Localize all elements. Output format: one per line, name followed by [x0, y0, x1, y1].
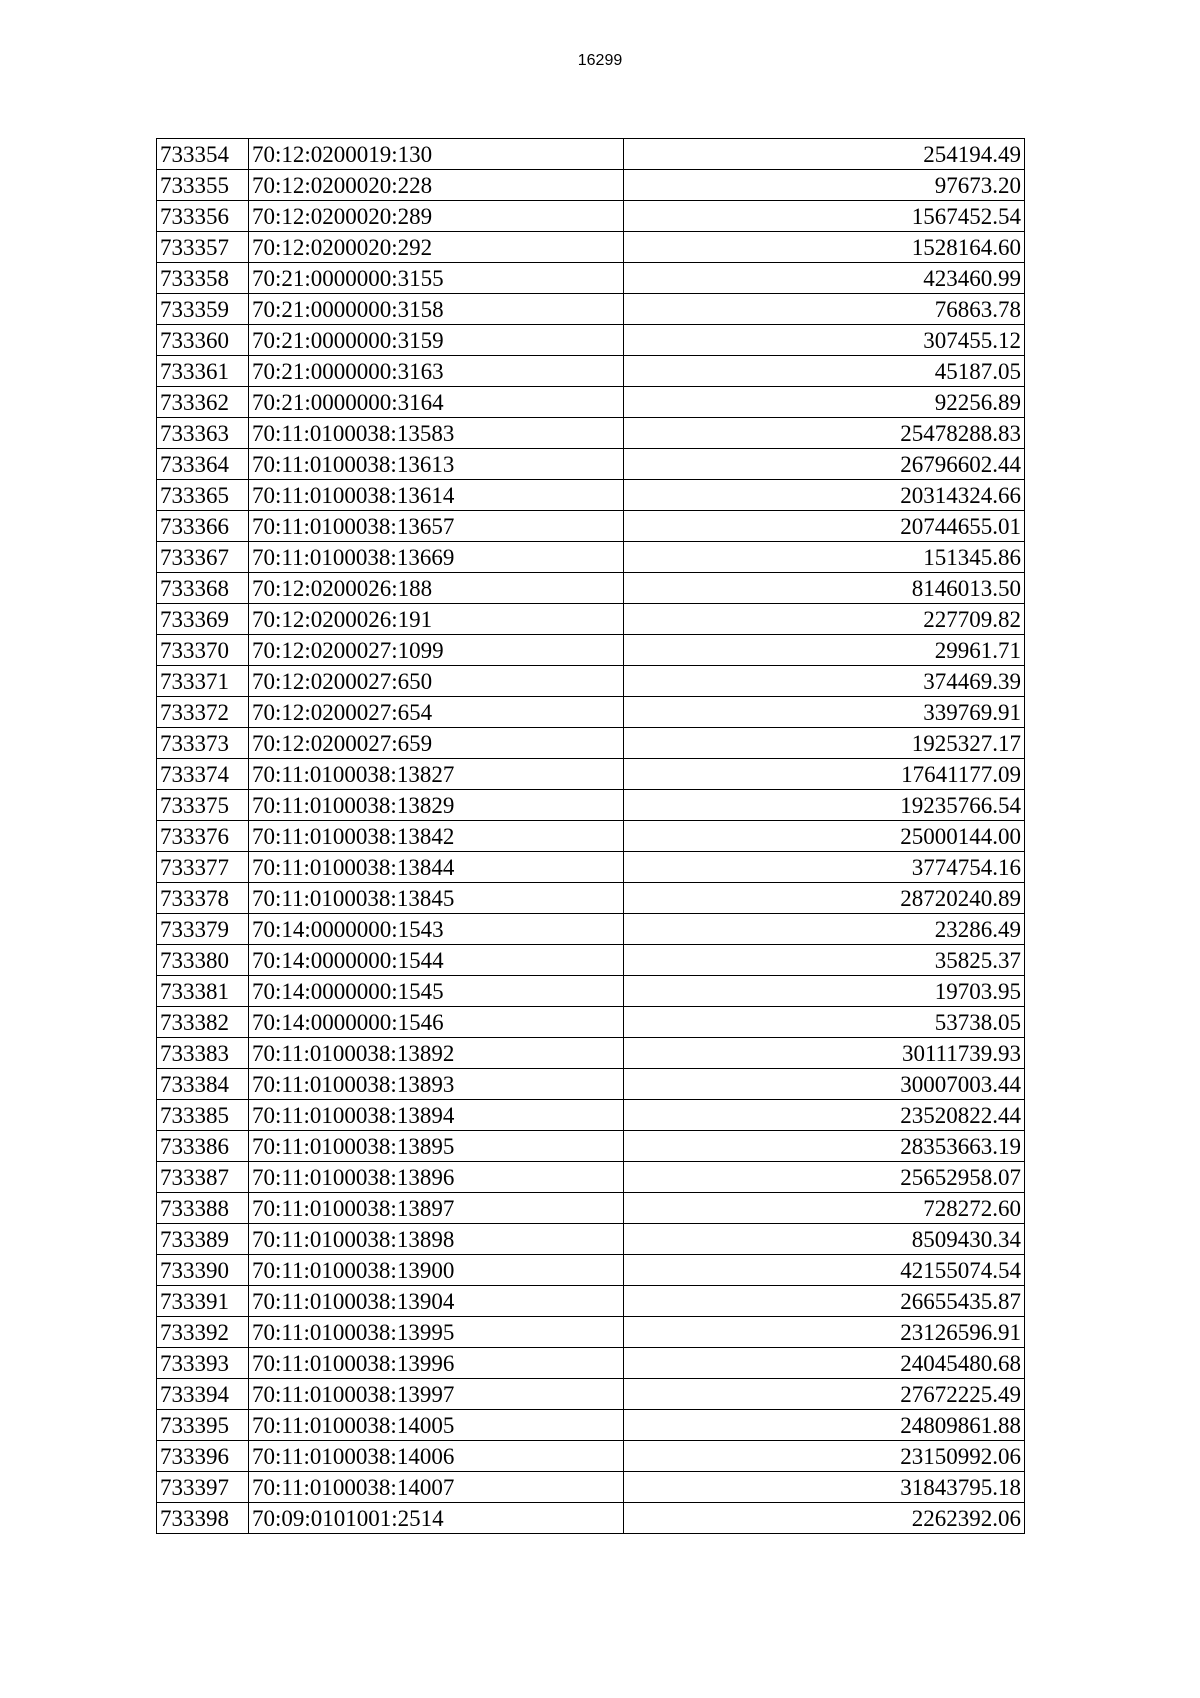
- row-number-cell: 733392: [157, 1317, 249, 1348]
- cadastral-value-cell: 30111739.93: [624, 1038, 1025, 1069]
- cadastral-value-cell: 227709.82: [624, 604, 1025, 635]
- cadastral-number-cell: 70:11:0100038:13892: [249, 1038, 624, 1069]
- table-row: [157, 1162, 1025, 1193]
- cadastral-number-cell: 70:11:0100038:13895: [249, 1131, 624, 1162]
- table-row: [157, 821, 1025, 852]
- cadastral-number-cell: 70:21:0000000:3159: [249, 325, 624, 356]
- row-number-cell: 733369: [157, 604, 249, 635]
- row-number-cell: 733364: [157, 449, 249, 480]
- cadastral-value-cell: 2262392.06: [624, 1503, 1025, 1534]
- cadastral-value-table: [156, 138, 1025, 1534]
- table-row: [157, 914, 1025, 945]
- cadastral-number-cell: 70:11:0100038:13997: [249, 1379, 624, 1410]
- cadastral-number-cell: 70:11:0100038:13829: [249, 790, 624, 821]
- cadastral-number-cell: 70:11:0100038:13844: [249, 852, 624, 883]
- cadastral-number-cell: 70:11:0100038:13897: [249, 1193, 624, 1224]
- row-number-cell: 733370: [157, 635, 249, 666]
- row-number-cell: 733366: [157, 511, 249, 542]
- table-row: [157, 542, 1025, 573]
- cadastral-number-cell: 70:12:0200026:188: [249, 573, 624, 604]
- table-row: [157, 418, 1025, 449]
- cadastral-value-cell: 24809861.88: [624, 1410, 1025, 1441]
- cadastral-value-cell: 19703.95: [624, 976, 1025, 1007]
- cadastral-number-cell: 70:09:0101001:2514: [249, 1503, 624, 1534]
- cadastral-value-cell: 35825.37: [624, 945, 1025, 976]
- table-body: [157, 139, 1025, 1534]
- table-row: [157, 1069, 1025, 1100]
- table-row: [157, 1131, 1025, 1162]
- row-number-cell: 733394: [157, 1379, 249, 1410]
- cadastral-value-cell: 23126596.91: [624, 1317, 1025, 1348]
- row-number-cell: 733358: [157, 263, 249, 294]
- cadastral-number-cell: 70:21:0000000:3155: [249, 263, 624, 294]
- table-row: [157, 387, 1025, 418]
- cadastral-number-cell: 70:11:0100038:13893: [249, 1069, 624, 1100]
- table-row: [157, 1441, 1025, 1472]
- cadastral-value-cell: 24045480.68: [624, 1348, 1025, 1379]
- cadastral-number-cell: 70:11:0100038:13894: [249, 1100, 624, 1131]
- table-row: [157, 945, 1025, 976]
- row-number-cell: 733376: [157, 821, 249, 852]
- cadastral-value-cell: 307455.12: [624, 325, 1025, 356]
- cadastral-value-cell: 30007003.44: [624, 1069, 1025, 1100]
- row-number-cell: 733385: [157, 1100, 249, 1131]
- cadastral-number-cell: 70:12:0200020:292: [249, 232, 624, 263]
- cadastral-number-cell: 70:11:0100038:14007: [249, 1472, 624, 1503]
- table-row: [157, 1472, 1025, 1503]
- table-row: [157, 635, 1025, 666]
- table-row: [157, 604, 1025, 635]
- table-row: [157, 1410, 1025, 1441]
- cadastral-value-cell: 42155074.54: [624, 1255, 1025, 1286]
- table-row: [157, 790, 1025, 821]
- table-row: [157, 201, 1025, 232]
- row-number-cell: 733380: [157, 945, 249, 976]
- row-number-cell: 733357: [157, 232, 249, 263]
- cadastral-number-cell: 70:12:0200027:650: [249, 666, 624, 697]
- row-number-cell: 733381: [157, 976, 249, 1007]
- cadastral-number-cell: 70:21:0000000:3164: [249, 387, 624, 418]
- cadastral-number-cell: 70:11:0100038:13900: [249, 1255, 624, 1286]
- cadastral-value-cell: 28720240.89: [624, 883, 1025, 914]
- row-number-cell: 733396: [157, 1441, 249, 1472]
- cadastral-value-cell: 92256.89: [624, 387, 1025, 418]
- row-number-cell: 733393: [157, 1348, 249, 1379]
- row-number-cell: 733388: [157, 1193, 249, 1224]
- row-number-cell: 733365: [157, 480, 249, 511]
- row-number-cell: 733373: [157, 728, 249, 759]
- cadastral-value-cell: 31843795.18: [624, 1472, 1025, 1503]
- cadastral-value-cell: 254194.49: [624, 139, 1025, 170]
- table-row: [157, 976, 1025, 1007]
- cadastral-value-cell: 53738.05: [624, 1007, 1025, 1038]
- cadastral-value-cell: 23286.49: [624, 914, 1025, 945]
- row-number-cell: 733386: [157, 1131, 249, 1162]
- table-row: [157, 449, 1025, 480]
- cadastral-number-cell: 70:11:0100038:13657: [249, 511, 624, 542]
- cadastral-value-cell: 423460.99: [624, 263, 1025, 294]
- cadastral-value-cell: 26655435.87: [624, 1286, 1025, 1317]
- cadastral-number-cell: 70:11:0100038:14006: [249, 1441, 624, 1472]
- cadastral-value-cell: 8509430.34: [624, 1224, 1025, 1255]
- cadastral-value-cell: 374469.39: [624, 666, 1025, 697]
- page-number: 16299: [577, 52, 623, 69]
- table-row: [157, 759, 1025, 790]
- row-number-cell: 733391: [157, 1286, 249, 1317]
- cadastral-number-cell: 70:11:0100038:13896: [249, 1162, 624, 1193]
- cadastral-number-cell: 70:11:0100038:14005: [249, 1410, 624, 1441]
- cadastral-number-cell: 70:11:0100038:13898: [249, 1224, 624, 1255]
- row-number-cell: 733377: [157, 852, 249, 883]
- cadastral-value-cell: 23150992.06: [624, 1441, 1025, 1472]
- row-number-cell: 733395: [157, 1410, 249, 1441]
- cadastral-number-cell: 70:12:0200027:654: [249, 697, 624, 728]
- cadastral-value-cell: 26796602.44: [624, 449, 1025, 480]
- table-row: [157, 1503, 1025, 1534]
- cadastral-number-cell: 70:14:0000000:1545: [249, 976, 624, 1007]
- table-row: [157, 263, 1025, 294]
- table-row: [157, 1286, 1025, 1317]
- table-row: [157, 1255, 1025, 1286]
- cadastral-number-cell: 70:11:0100038:13583: [249, 418, 624, 449]
- cadastral-value-cell: 25478288.83: [624, 418, 1025, 449]
- table-row: [157, 1317, 1025, 1348]
- row-number-cell: 733354: [157, 139, 249, 170]
- row-number-cell: 733360: [157, 325, 249, 356]
- cadastral-value-cell: 19235766.54: [624, 790, 1025, 821]
- table-row: [157, 573, 1025, 604]
- cadastral-number-cell: 70:14:0000000:1544: [249, 945, 624, 976]
- cadastral-number-cell: 70:11:0100038:13827: [249, 759, 624, 790]
- cadastral-number-cell: 70:11:0100038:13842: [249, 821, 624, 852]
- cadastral-number-cell: 70:12:0200027:659: [249, 728, 624, 759]
- table-row: [157, 356, 1025, 387]
- table-row: [157, 1348, 1025, 1379]
- row-number-cell: 733397: [157, 1472, 249, 1503]
- table-row: [157, 294, 1025, 325]
- cadastral-value-cell: 45187.05: [624, 356, 1025, 387]
- row-number-cell: 733383: [157, 1038, 249, 1069]
- row-number-cell: 733368: [157, 573, 249, 604]
- table-row: [157, 1224, 1025, 1255]
- table-row: [157, 170, 1025, 201]
- row-number-cell: 733378: [157, 883, 249, 914]
- row-number-cell: 733356: [157, 201, 249, 232]
- cadastral-value-cell: 8146013.50: [624, 573, 1025, 604]
- cadastral-number-cell: 70:11:0100038:13614: [249, 480, 624, 511]
- row-number-cell: 733379: [157, 914, 249, 945]
- row-number-cell: 733390: [157, 1255, 249, 1286]
- cadastral-number-cell: 70:14:0000000:1546: [249, 1007, 624, 1038]
- table-row: [157, 511, 1025, 542]
- cadastral-value-cell: 28353663.19: [624, 1131, 1025, 1162]
- cadastral-number-cell: 70:12:0200027:1099: [249, 635, 624, 666]
- cadastral-number-cell: 70:12:0200020:289: [249, 201, 624, 232]
- row-number-cell: 733372: [157, 697, 249, 728]
- cadastral-value-cell: 27672225.49: [624, 1379, 1025, 1410]
- table-row: [157, 1193, 1025, 1224]
- cadastral-number-cell: 70:11:0100038:13904: [249, 1286, 624, 1317]
- cadastral-value-cell: 29961.71: [624, 635, 1025, 666]
- cadastral-number-cell: 70:12:0200026:191: [249, 604, 624, 635]
- cadastral-value-cell: 728272.60: [624, 1193, 1025, 1224]
- row-number-cell: 733382: [157, 1007, 249, 1038]
- row-number-cell: 733361: [157, 356, 249, 387]
- row-number-cell: 733367: [157, 542, 249, 573]
- cadastral-number-cell: 70:11:0100038:13995: [249, 1317, 624, 1348]
- table-row: [157, 1038, 1025, 1069]
- cadastral-number-cell: 70:14:0000000:1543: [249, 914, 624, 945]
- table-row: [157, 1007, 1025, 1038]
- cadastral-value-cell: 25652958.07: [624, 1162, 1025, 1193]
- row-number-cell: 733355: [157, 170, 249, 201]
- cadastral-value-cell: 339769.91: [624, 697, 1025, 728]
- cadastral-value-cell: 23520822.44: [624, 1100, 1025, 1131]
- row-number-cell: 733384: [157, 1069, 249, 1100]
- cadastral-value-cell: 20744655.01: [624, 511, 1025, 542]
- cadastral-value-cell: 1567452.54: [624, 201, 1025, 232]
- cadastral-number-cell: 70:11:0100038:13845: [249, 883, 624, 914]
- row-number-cell: 733371: [157, 666, 249, 697]
- table-row: [157, 1379, 1025, 1410]
- table-row: [157, 232, 1025, 263]
- cadastral-value-cell: 17641177.09: [624, 759, 1025, 790]
- table-row: [157, 480, 1025, 511]
- cadastral-number-cell: 70:12:0200020:228: [249, 170, 624, 201]
- row-number-cell: 733398: [157, 1503, 249, 1534]
- cadastral-number-cell: 70:11:0100038:13669: [249, 542, 624, 573]
- cadastral-number-cell: 70:21:0000000:3163: [249, 356, 624, 387]
- cadastral-number-cell: 70:11:0100038:13996: [249, 1348, 624, 1379]
- cadastral-number-cell: 70:11:0100038:13613: [249, 449, 624, 480]
- table-row: [157, 325, 1025, 356]
- row-number-cell: 733363: [157, 418, 249, 449]
- cadastral-number-cell: 70:12:0200019:130: [249, 139, 624, 170]
- row-number-cell: 733374: [157, 759, 249, 790]
- table-row: [157, 728, 1025, 759]
- cadastral-value-cell: 3774754.16: [624, 852, 1025, 883]
- row-number-cell: 733375: [157, 790, 249, 821]
- table-row: [157, 883, 1025, 914]
- table-row: [157, 1100, 1025, 1131]
- row-number-cell: 733362: [157, 387, 249, 418]
- row-number-cell: 733359: [157, 294, 249, 325]
- cadastral-value-cell: 20314324.66: [624, 480, 1025, 511]
- cadastral-number-cell: 70:21:0000000:3158: [249, 294, 624, 325]
- row-number-cell: 733387: [157, 1162, 249, 1193]
- cadastral-value-cell: 97673.20: [624, 170, 1025, 201]
- table-row: [157, 139, 1025, 170]
- row-number-cell: 733389: [157, 1224, 249, 1255]
- cadastral-value-cell: 151345.86: [624, 542, 1025, 573]
- table-row: [157, 697, 1025, 728]
- cadastral-value-cell: 76863.78: [624, 294, 1025, 325]
- cadastral-value-cell: 1925327.17: [624, 728, 1025, 759]
- cadastral-value-cell: 1528164.60: [624, 232, 1025, 263]
- table-row: [157, 852, 1025, 883]
- cadastral-value-cell: 25000144.00: [624, 821, 1025, 852]
- table-row: [157, 666, 1025, 697]
